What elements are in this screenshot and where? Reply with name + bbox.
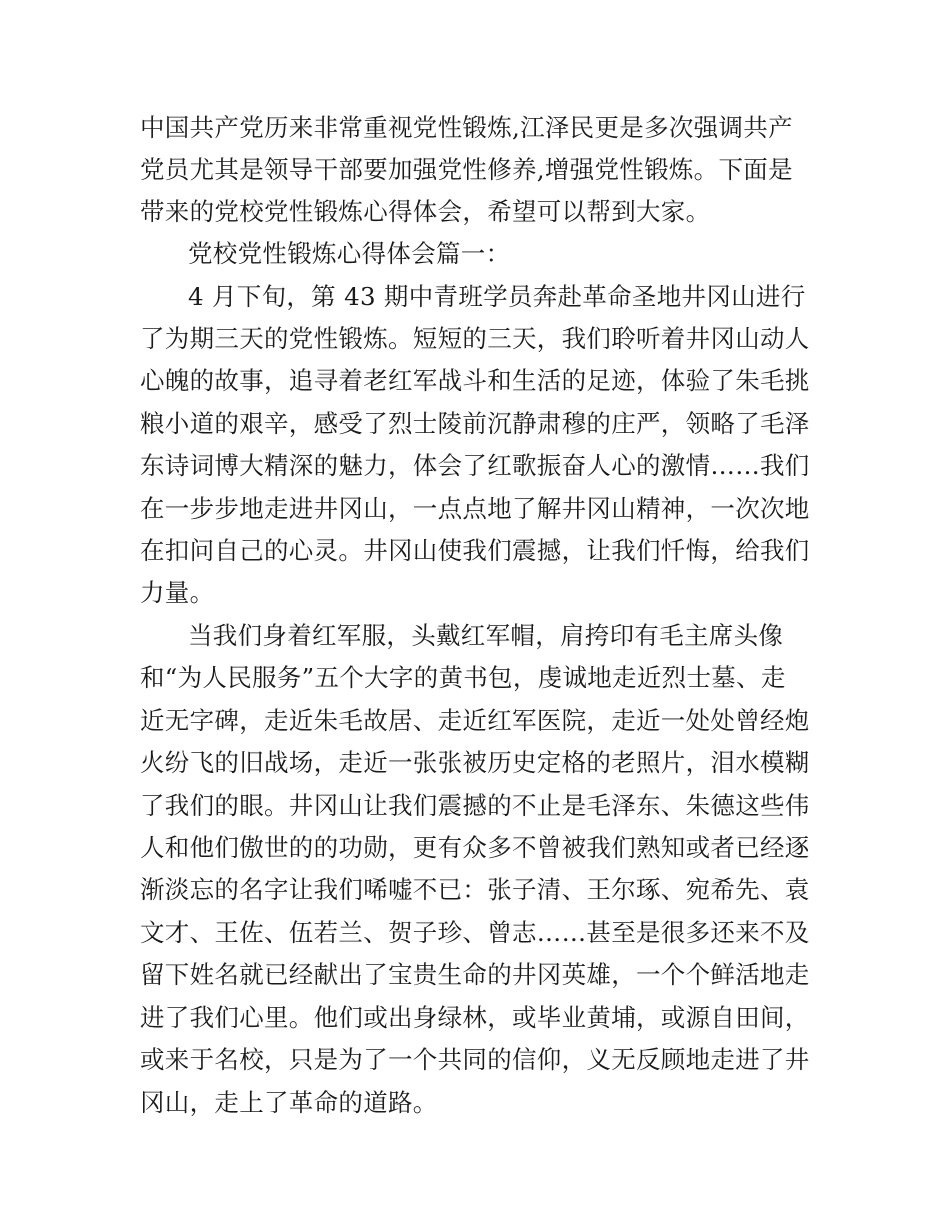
paragraph-line: 粮小道的艰辛，感受了烈士陵前沉静肃穆的庄严，领略了毛泽 — [140, 409, 810, 438]
paragraph-line: 和“为人民服务”五个大字的黄书包，虔诚地走近烈士墓、走 — [140, 663, 786, 692]
paragraph-line: 在扣问自己的心灵。井冈山使我们震撼，让我们忏悔，给我们 — [140, 536, 810, 565]
section-heading: 党校党性锻炼心得体会篇一： — [188, 239, 511, 268]
paragraph-line: 心魄的故事，追寻着老红军战斗和生活的足迹，体验了朱毛挑 — [140, 366, 810, 395]
intro-line: 党员尤其是领导干部要加强党性修养,增强党性锻炼。下面是 — [140, 155, 793, 184]
paragraph-line: 近无字碑，走近朱毛故居、走近红军医院，走近一处处曾经炮 — [140, 706, 810, 735]
paragraph-line: 或来于名校，只是为了一个共同的信仰，义无反顾地走进了井 — [140, 1045, 810, 1074]
paragraph-line: 进了我们心里。他们或出身绿林，或毕业黄埔，或源自田间， — [140, 1003, 810, 1032]
paragraph-line: 东诗词博大精深的魅力，体会了红歌振奋人心的激情……我们 — [140, 451, 810, 480]
paragraph-line: 冈山，走上了革命的道路。 — [140, 1088, 438, 1117]
paragraph-line: 4 月下旬，第 43 期中青班学员奔赴革命圣地井冈山进行 — [188, 282, 806, 311]
paragraph-line: 渐淡忘的名字让我们唏嘘不已：张子清、王尔琢、宛希先、袁 — [140, 875, 810, 904]
intro-line: 中国共产党历来非常重视党性锻炼,江泽民更是多次强调共产 — [140, 113, 793, 142]
paragraph-line: 了为期三天的党性锻炼。短短的三天，我们聆听着井冈山动人 — [140, 324, 810, 353]
paragraph-line: 人和他们傲世的的功勋，更有众多不曾被我们熟知或者已经逐 — [140, 833, 810, 862]
paragraph-line: 火纷飞的旧战场，走近一张张被历史定格的老照片，泪水模糊 — [140, 748, 810, 777]
intro-line: 带来的党校党性锻炼心得体会，希望可以帮到大家。 — [140, 197, 711, 226]
paragraph-line: 文才、王佐、伍若兰、贺子珍、曾志……甚至是很多还来不及 — [140, 918, 810, 947]
paragraph-line: 当我们身着红军服，头戴红军帽，肩挎印有毛主席头像 — [188, 621, 784, 650]
paragraph-line: 了我们的眼。井冈山让我们震撼的不止是毛泽东、朱德这些伟 — [140, 791, 810, 820]
paragraph-line: 力量。 — [140, 578, 215, 607]
paragraph-line: 在一步步地走进井冈山，一点点地了解井冈山精神，一次次地 — [140, 494, 810, 523]
paragraph-line: 留下姓名就已经献出了宝贵生命的井冈英雄，一个个鲜活地走 — [140, 960, 810, 989]
